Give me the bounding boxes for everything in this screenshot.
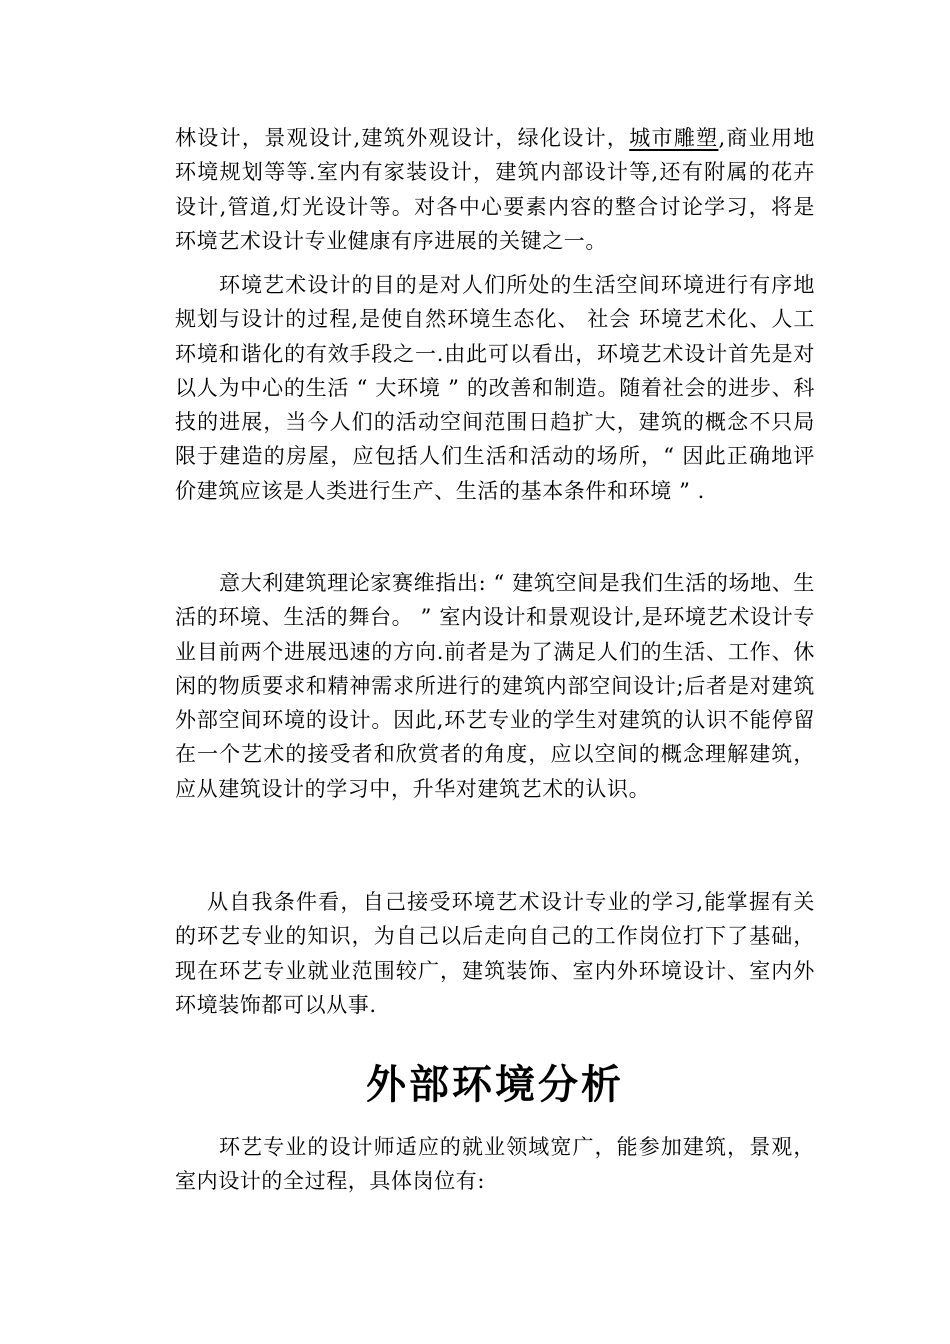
paragraph-architecture: 意大利建筑理论家赛维指出: “ 建筑空间是我们生活的场地、生活的环境、生活的舞台。 ” 室内设计和景观设计,是环境艺术设计专业目前两个进展迅速的方向.前者是为了满足人们的生活、工作、休闲的物质要求和精神需求所进行的建筑内部空间设计;后者是对建筑外部空间环境的设计。因此,环艺专业的学生对建筑的认识不能停留在一个艺术的接受者和欣赏者的角度，应以空间的概念理解建筑，应从建筑设计的学习中，升华对建筑艺术的认识。 bbox=[175, 571, 815, 801]
paragraph-employment: 环艺专业的设计师适应的就业领域宽广，能参加建筑，景观，室内设计的全过程，具体岗位有: bbox=[175, 1135, 815, 1194]
paragraph-continued bbox=[175, 121, 815, 258]
section-heading: 外部环境分析 bbox=[366, 1062, 624, 1108]
city-sculpture-link[interactable]: 城市雕塑 bbox=[629, 126, 719, 150]
paragraph-text: 林设计，景观设计,建筑外观设计，绿化设计， bbox=[175, 126, 630, 150]
paragraph-text: ,商业用地环境规划等等.室内有家装设计，建筑内部设计等,还有附属的花卉设计,管道,灯光设计等。对各中心要素内容的整合讨论学习，将是环境艺术设计专业健康有序进展的关键之一。 bbox=[175, 126, 815, 253]
paragraph-self-conditions: 从自我条件看，自己接受环境艺术设计专业的学习,能掌握有关的环艺专业的知识，为自己以后走向自己的工作岗位打下了基础，现在环艺专业就业范围较广，建筑装饰、室内外环境设计、室内外环境装饰都可以从事. bbox=[175, 890, 815, 1017]
paragraph-purpose: 环境艺术设计的目的是对人们所处的生活空间环境进行有序地规划与设计的过程,是使自然环境生态化、 社会 环境艺术化、人工环境和谐化的有效手段之一.由此可以看出，环境艺术设计首先是对以人为中心的生活 “ 大环境 ” 的改善和制造。随着社会的进步、科技的进展，当今人们的活动空间范围日趋扩大，建筑的概念不只局限于建造的房屋，应包括人们生活和活动的场所，“ 因此正确地评价建筑应该是人类进行生产、生活的基本条件和环境 ” . bbox=[175, 273, 815, 503]
